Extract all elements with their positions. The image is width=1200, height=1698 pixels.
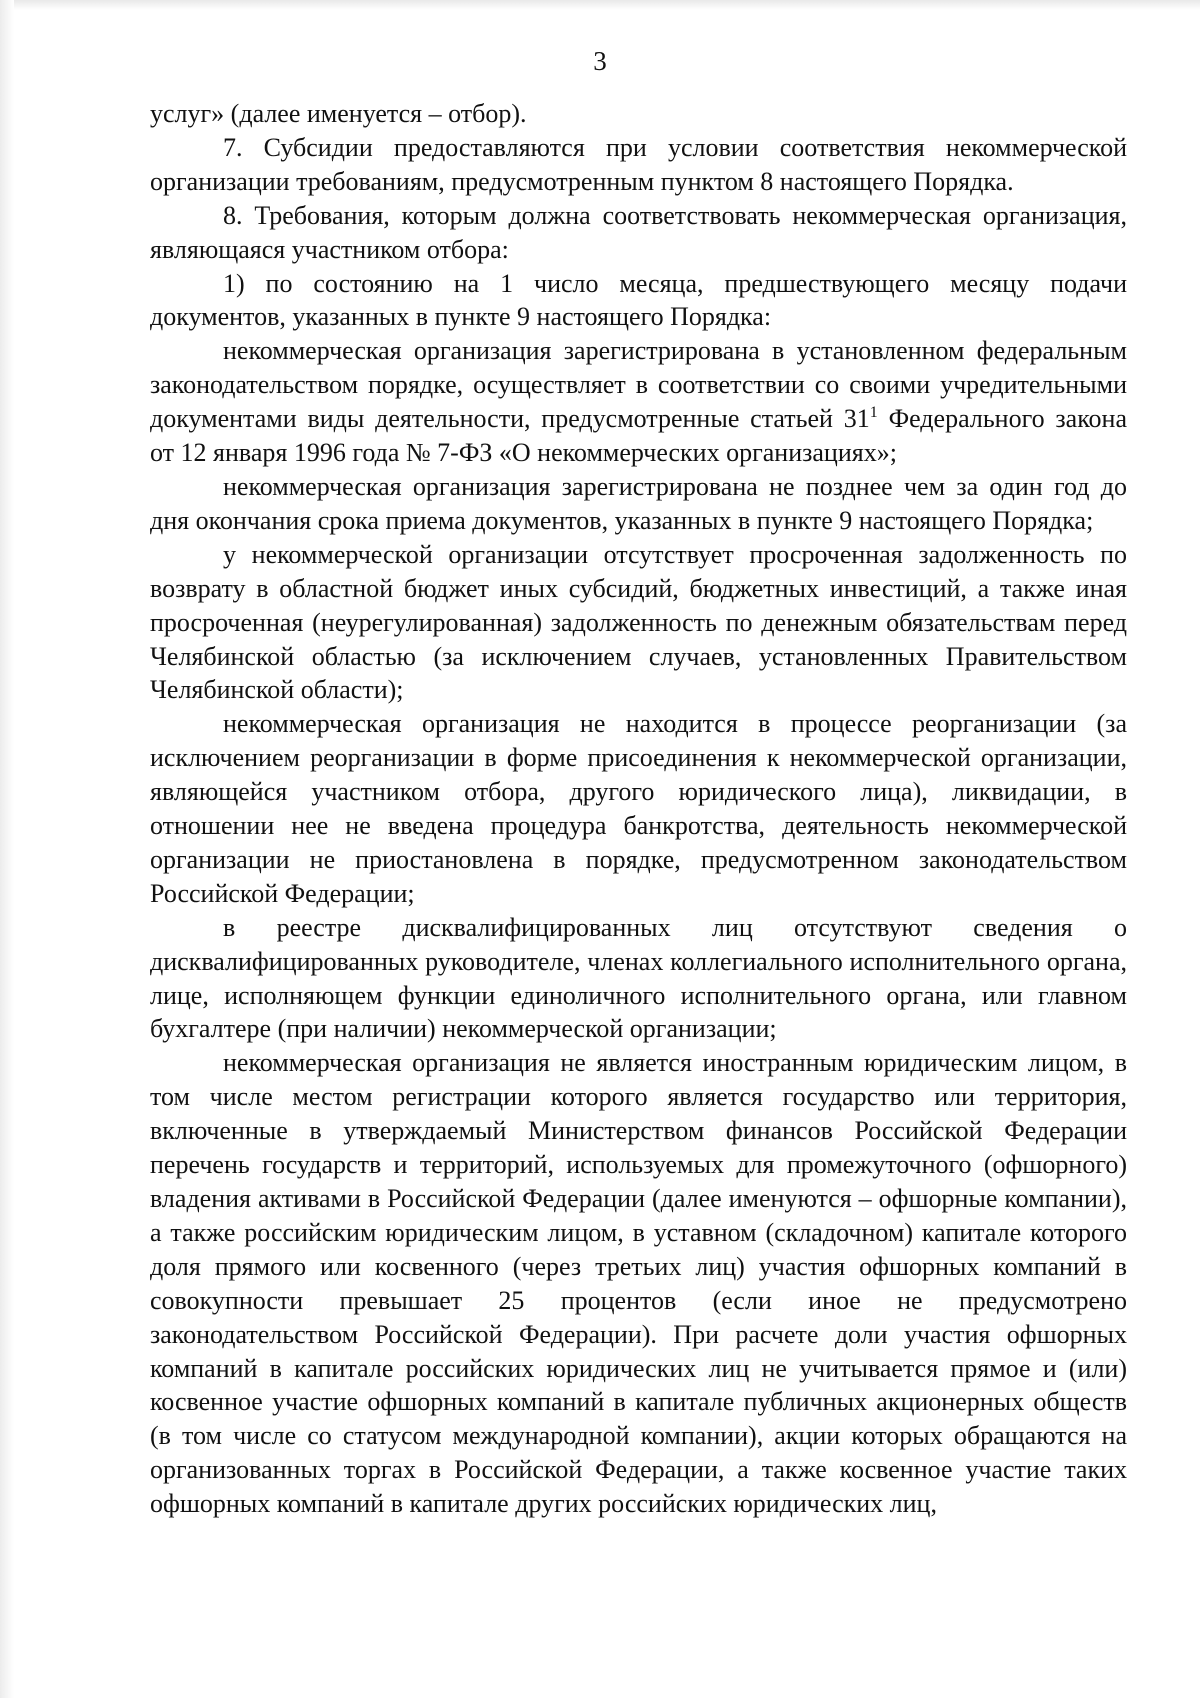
paragraph-disqualified-registry: в реестре дисквалифицированных лиц отсутствуют сведения о дисквалифицированных руководителе, членах коллегиального исполнительного органа, лице, исполняющем функции единоличного исполнительного органа, или главном бухгалтере (при наличии) некоммерческой организации; [150, 912, 1127, 1044]
paragraph-text: некоммерческая организация зарегистрирована в установленном федеральным законодательством порядке, осуществляет в соответствии со своими учредительными документами виды деятельности, предусмотренные статьей 31 [150, 336, 1127, 434]
paragraph-subitem-1: 1) по состоянию на 1 число месяца, предшествующего месяцу подачи документов, указанных в пункте 9 настоящего Порядка: [150, 268, 1127, 332]
paragraph-offshore: некоммерческая организация не является иностранным юридическим лицом, в том числе местом регистрации которого является государство или территория, включенные в утверждаемый Министерством финансов Российской Федерации перечень государств и территорий, используемых для промежуточного (офшорного) владения активами в Российской Федерации (далее именуются – офшорные компании), а также российским юридическим лицом, в уставном (складочном) капитале которого доля прямого или косвенного (через третьих лиц) участия офшорных компаний в совокупности превышает 25 процентов (если иное не предусмотрено законодательством Российской Федерации). При расчете доли участия офшорных компаний в капитале российских юридических лиц не учитывается прямое и (или) косвенное участие офшорных компаний в капитале публичных акционерных обществ (в том числе со статусом международной компании), акции которых обращаются на организованных торгах в Российской Федерации, а также косвенное участие таких офшорных компаний в капитале других российских юридических лиц, [150, 1048, 1127, 1519]
paragraph-item-7: 7. Субсидии предоставляются при условии соответствия некоммерческой организации требованиям, предусмотренным пунктом 8 настоящего Порядка. [150, 132, 1127, 196]
paragraph-no-debt: у некоммерческой организации отсутствует просроченная задолженность по возврату в областной бюджет иных субсидий, бюджетных инвестиций, а также иная просроченная (неурегулированная) задолженность по денежным обязательствам перед Челябинской областью (за исключением случаев, установленных Правительством Челябинской области); [150, 539, 1127, 705]
paragraph-no-reorganization: некоммерческая организация не находится в процессе реорганизации (за исключением реорганизации в форме присоединения к некоммерческой организации, являющейся участником отбора, другого юридического лица), ликвидации, в отношении нее не введена процедура банкротства, деятельность некоммерческой организации не приостановлена в порядке, предусмотренном законодательством Российской Федерации; [150, 709, 1127, 908]
scan-edge-left [0, 0, 14, 1698]
paragraph-text: Федерального закона от 12 января 1996 года № 7-ФЗ «О некоммерческих организациях»; [150, 404, 1127, 468]
scan-edge-top [0, 0, 1200, 10]
page-number: 3 [593, 46, 607, 76]
paragraph-item-8: 8. Требования, которым должна соответствовать некоммерческая организация, являющаяся участником отбора: [150, 200, 1127, 264]
paragraph-registration-requirement [150, 334, 1127, 470]
document-body [150, 97, 1127, 1521]
superscript: 1 [869, 404, 878, 422]
paragraph-registration-term: некоммерческая организация зарегистрирована не позднее чем за один год до дня окончания срока приема документов, указанных в пункте 9 настоящего Порядка; [150, 471, 1127, 535]
paragraph-continuation: услуг» (далее именуется – отбор). [150, 99, 527, 128]
